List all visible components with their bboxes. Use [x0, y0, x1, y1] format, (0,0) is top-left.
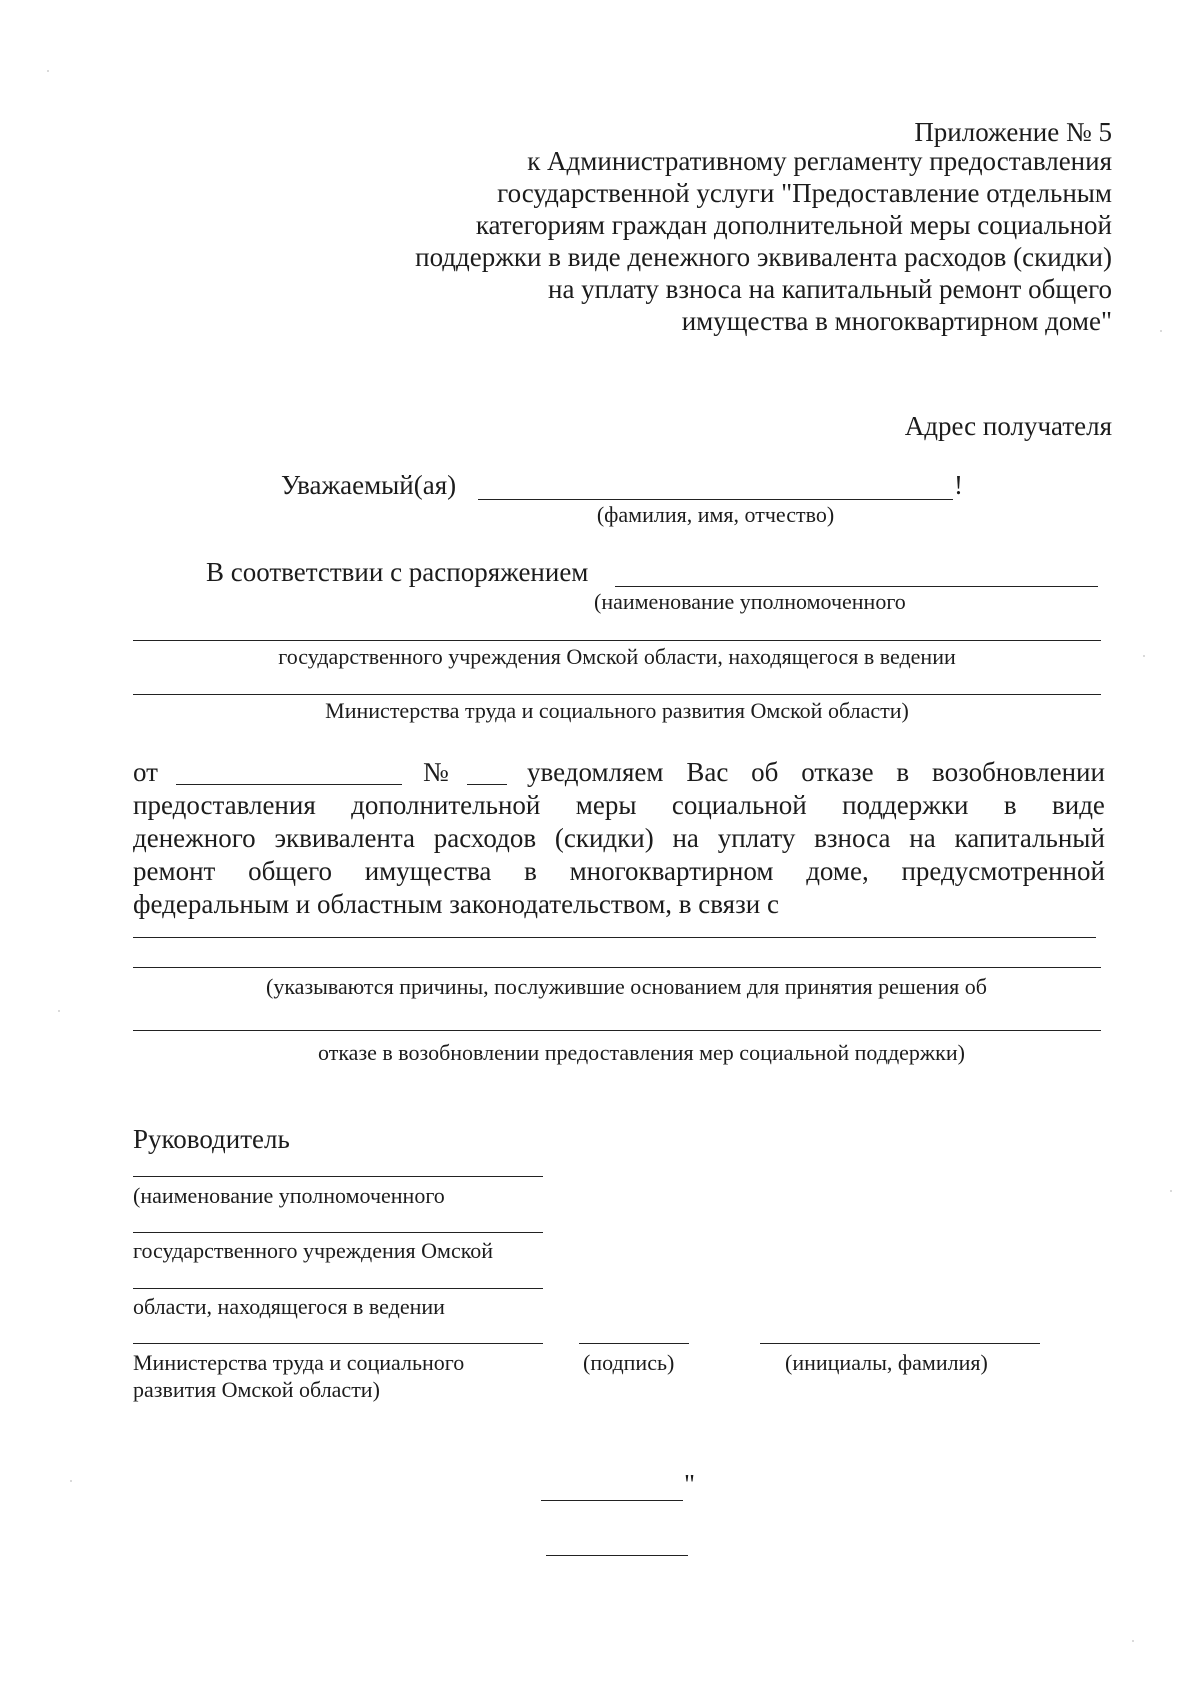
signature-org-hint-2: государственного учреждения Омской	[133, 1238, 494, 1263]
reason-field-3[interactable]	[133, 1030, 1101, 1031]
scan-speck	[1170, 1190, 1172, 1192]
paragraph-line-2	[133, 789, 1105, 821]
word: общего	[248, 856, 332, 886]
order-hint-2: государственного учреждения Омской области, находящегося в ведении	[278, 644, 956, 669]
signature-org-field-4[interactable]	[133, 1343, 543, 1344]
scan-speck	[1143, 655, 1145, 657]
scan-speck	[58, 1010, 60, 1012]
scan-speck	[70, 1480, 72, 1482]
word: эквивалента	[274, 823, 415, 853]
signature-org-field-1[interactable]	[133, 1176, 543, 1177]
order-field[interactable]	[615, 586, 1098, 587]
signature-org-field-2[interactable]	[133, 1232, 543, 1233]
greeting-name-field[interactable]	[478, 499, 953, 500]
word: взноса	[814, 823, 891, 853]
paragraph-line-1	[527, 756, 1105, 788]
word: расходов	[433, 823, 537, 853]
word: дополнительной	[351, 790, 541, 820]
paragraph-line-3	[133, 822, 1105, 854]
signature-org-field-3[interactable]	[133, 1288, 543, 1289]
signature-org-hint-4: Министерства труда и социального	[133, 1350, 465, 1375]
number-sign: №	[423, 757, 449, 787]
word: об	[751, 757, 779, 787]
reason-field-2[interactable]	[133, 967, 1101, 968]
scan-speck	[1132, 1640, 1134, 1642]
appendix-line: к Административному регламенту предоставления	[527, 146, 1112, 176]
scan-speck	[47, 70, 49, 72]
signature-hint: (подпись)	[583, 1350, 675, 1375]
word: меры	[575, 790, 637, 820]
signature-org-hint-5: развития Омской области)	[133, 1377, 380, 1402]
signature-org-hint-3: области, находящегося в ведении	[133, 1294, 445, 1319]
order-date-field[interactable]	[176, 784, 402, 785]
word: Вас	[686, 757, 729, 787]
initials-surname-hint: (инициалы, фамилия)	[785, 1350, 988, 1375]
word: доме,	[806, 856, 869, 886]
word: в	[524, 856, 537, 886]
word: отказе	[801, 757, 874, 787]
word: денежного	[133, 823, 256, 853]
paragraph-line-4	[133, 855, 1105, 887]
greeting-label: Уважаемый(ая)	[281, 470, 457, 500]
appendix-title	[352, 145, 1112, 337]
reason-hint-1: (указываются причины, послужившие основанием для принятия решения об	[266, 974, 987, 999]
word: ремонт	[133, 856, 216, 886]
appendix-number: Приложение № 5	[914, 117, 1112, 147]
word: в	[896, 757, 910, 787]
appendix-line: категориям граждан дополнительной меры социальной	[475, 210, 1112, 240]
word: виде	[1052, 790, 1105, 820]
scan-speck	[1160, 330, 1162, 332]
appendix-line: имущества в многоквартирном доме"	[681, 306, 1112, 336]
date-day-field[interactable]	[541, 1500, 683, 1501]
appendix-line: государственной услуги "Предоставление отдельным	[497, 178, 1112, 208]
greeting-name-hint: (фамилия, имя, отчество)	[596, 502, 835, 527]
word: уведомляем	[527, 757, 664, 787]
word: поддержки	[842, 790, 969, 820]
paragraph-line-5: федеральным и областным законодательством, в связи с	[133, 889, 779, 919]
signature-field[interactable]	[579, 1343, 689, 1344]
order-field-continued-2[interactable]	[133, 694, 1101, 695]
word: социальной	[671, 790, 807, 820]
word: на	[909, 823, 936, 853]
greeting-exclamation: !	[954, 470, 963, 500]
order-hint-1: (наименование уполномоченного	[594, 589, 906, 614]
initials-surname-field[interactable]	[760, 1343, 1040, 1344]
word: многоквартирном	[569, 856, 774, 886]
word: возобновлении	[932, 757, 1105, 787]
order-field-continued-1[interactable]	[133, 640, 1101, 641]
reason-field-1[interactable]	[133, 937, 1096, 938]
word: в	[1003, 790, 1017, 820]
from-label: от	[133, 757, 158, 787]
word: капитальный	[954, 823, 1105, 853]
order-number-field[interactable]	[467, 784, 507, 785]
reason-hint-2: отказе в возобновлении предоставления мер социальной поддержки)	[318, 1040, 965, 1065]
recipient-address-label: Адрес получателя	[904, 411, 1112, 441]
word: имущества	[364, 856, 492, 886]
order-label: В соответствии с распоряжением	[206, 557, 589, 587]
word: уплату	[717, 823, 796, 853]
date-year-field[interactable]	[546, 1555, 688, 1556]
word: на	[672, 823, 699, 853]
appendix-line: поддержки в виде денежного эквивалента расходов (скидки)	[415, 242, 1112, 272]
signature-org-hint-1: (наименование уполномоченного	[133, 1183, 445, 1208]
date-quote-mark: "	[684, 1469, 696, 1499]
word: (скидки)	[554, 823, 654, 853]
word: предусмотренной	[901, 856, 1105, 886]
signature-head-label: Руководитель	[133, 1124, 290, 1154]
word: предоставления	[133, 790, 316, 820]
order-hint-3: Министерства труда и социального развития Омской области)	[325, 698, 909, 723]
appendix-line: на уплату взноса на капитальный ремонт общего	[548, 274, 1112, 304]
